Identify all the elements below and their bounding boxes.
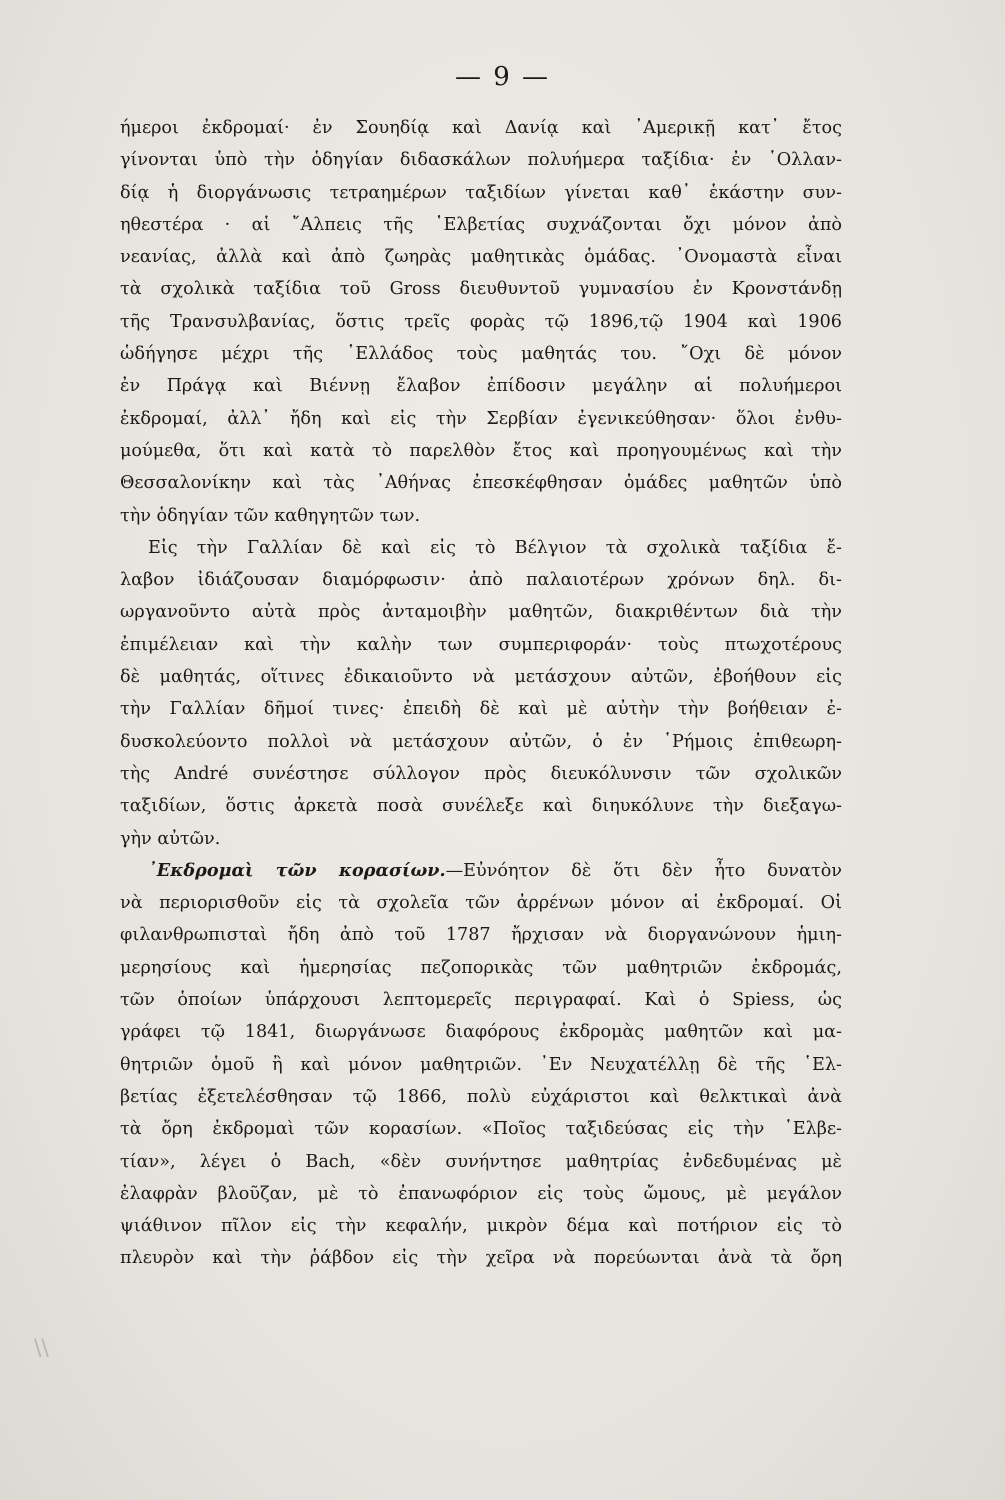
text-line: τὰ σχολικὰ ταξίδια τοῦ Gross διευθυντοῦ γυμνασίου ἐν Κρονστάνδῃ [120,279,842,300]
text-line: ἐπιμέλειαν καὶ τὴν καλὴν των συμπεριφοράν· τοὺς πτωχοτέρους [120,634,842,655]
text-line: τίαν», λέγει ὁ Bach, «δὲν συνήντησε μαθητρίας ἐνδεδυμένας μὲ [120,1151,842,1172]
text-line: πλευρὸν καὶ τὴν ῥάβδον εἰς τὴν χεῖρα νὰ πορεύωνται ἀνὰ τὰ ὄρη [120,1248,842,1269]
text-line: νὰ περιορισθοῦν εἰς τὰ σχολεῖα τῶν ἀρρένων μόνον αἱ ἐκδρομαί. Οἱ [120,893,842,914]
text-line: λαβον ἰδιάζουσαν διαμόρφωσιν· ἀπὸ παλαιοτέρων χρόνων δηλ. δι- [120,570,842,591]
text-line: τὴν ὁδηγίαν τῶν καθηγητῶν των. [120,505,421,526]
text-line: ψιάθινον πῖλον εἰς τὴν κεφαλήν, μικρὸν δέμα καὶ ποτήριον εἰς τὸ [120,1216,842,1237]
text-line: ταξιδίων, ὅστις ἀρκετὰ ποσὰ συνέλεξε καὶ διηυκόλυνε τὴν διεξαγω- [120,796,842,817]
section-heading-rest: —Εὐνόητον δὲ ὅτι δὲν ἦτο δυνατὸν [445,860,842,881]
text-line: ἐν Πράγᾳ καὶ Βιέννῃ ἔλαβον ἐπίδοσιν μεγάλην αἱ πολυήμεροι [120,376,842,397]
text-line: δίᾳ ἡ διοργάνωσις τετραημέρων ταξιδίων γίνεται καθ᾿ ἑκάστην συν- [120,182,842,203]
text-line: γράφει τῷ 1841, διωργάνωσε διαφόρους ἐκδρομὰς μαθητῶν καὶ μα- [120,1022,842,1043]
section-heading: ᾿Εκδρομαὶ τῶν κορασίων. [148,859,446,881]
body-text [120,112,842,1275]
text-line: τὰ ὄρη ἐκδρομαὶ τῶν κορασίων. «Ποῖος ταξιδεύσας εἰς τὴν ῾Ελβε- [120,1119,842,1140]
text-line: δὲ μαθητάς, οἵτινες ἐδικαιοῦντο νὰ μετάσχουν αὐτῶν, ἐβοήθουν εἰς [120,667,842,688]
text-line: ήμεροι ἐκδρομαί· ἐν Σουηδίᾳ καὶ Δανίᾳ καὶ ᾿Αμερικῇ κατ᾿ ἔτος [120,118,842,138]
text-line: Θεσσαλονίκην καὶ τὰς ᾿Αθήνας ἐπεσκέφθησαν ὁμάδες μαθητῶν ὑπὸ [120,473,842,494]
text-line: ἐλαφρὰν βλοῦζαν, μὲ τὸ ἐπανωφόριον εἰς τοὺς ὤμους, μὲ μεγάλον [120,1183,842,1204]
text-line: βετίας ἐξετελέσθησαν τῷ 1866, πολὺ εὐχάριστοι καὶ θελκτικαὶ ἀνὰ [120,1086,842,1107]
text-line: τῆς Τρανσυλβανίας, ὅστις τρεῖς φορὰς τῷ 1896,τῷ 1904 καὶ 1906 [120,311,842,332]
text-line: θητριῶν ὁμοῦ ἢ καὶ μόνον μαθητριῶν. ᾿Εν Νευχατέλλῃ δὲ τῆς ῾Ελ- [120,1054,842,1075]
text-line: μερησίους καὶ ἡμερησίας πεζοπορικὰς τῶν μαθητριῶν ἐκδρομάς, [120,957,842,978]
text-line: τὴς André συνέστησε σύλλογον πρὸς διευκόλυνσιν τῶν σχολικῶν [120,763,842,784]
text-line: τῶν ὁποίων ὑπάρχουσι λεπτομερεῖς περιγραφαί. Καὶ ὁ Spiess, ὡς [120,990,842,1011]
text-line: Εἰς τὴν Γαλλίαν δὲ καὶ εἰς τὸ Βέλγιον τὰ σχολικὰ ταξίδια ἔ- [148,537,842,558]
text-line: ηθεστέρα · αἱ ῎Αλπεις τῆς ῾Ελβετίας συχνάζονται ὄχι μόνον ἀπὸ [120,214,842,235]
text-line: τὴν Γαλλίαν δῆμοί τινες· ἐπειδὴ δὲ καὶ μὲ αὐτὴν τὴν βοήθειαν ἐ- [120,699,842,720]
text-line: ὡδήγησε μέχρι τῆς ῾Ελλάδος τοὺς μαθητάς του. ῎Οχι δὲ μόνον [120,344,842,365]
text-line: γίνονται ὑπὸ τὴν ὁδηγίαν διδασκάλων πολυήμερα ταξίδια· ἐν ῾Ολλαν- [120,150,842,171]
text-line: ωργανοῦντο αὐτὰ πρὸς ἀνταμοιβὴν μαθητῶν, διακριθέντων διὰ τὴν [120,602,842,623]
text-line [120,855,842,887]
text-line: ἐκδρομαί, ἀλλ᾿ ἤδη καὶ εἰς τὴν Σερβίαν ἐγενικεύθησαν· ὅλοι ἐνθυ- [120,408,842,429]
page-number: — 9 — [454,62,551,92]
text-line: φιλανθρωπισταὶ ἤδη ἀπὸ τοῦ 1787 ἤρχισαν νὰ διοργανώνουν ἡμιη- [120,925,842,946]
text-line: δυσκολεύοντο πολλοὶ νὰ μετάσχουν αὐτῶν, ὁ ἐν ῾Ρήμοις ἐπιθεωρη- [120,731,842,752]
margin-smudge: \\ [34,1336,49,1361]
text-line: μούμεθα, ὅτι καὶ κατὰ τὸ παρελθὸν ἔτος καὶ προηγουμένως καὶ τὴν [120,440,842,461]
text-line: γὴν αὐτῶν. [120,828,221,849]
text-line: νεανίας, ἀλλὰ καὶ ἀπὸ ζωηρὰς μαθητικὰς ὁμάδας. ᾿Ονομαστὰ εἶναι [120,247,842,268]
